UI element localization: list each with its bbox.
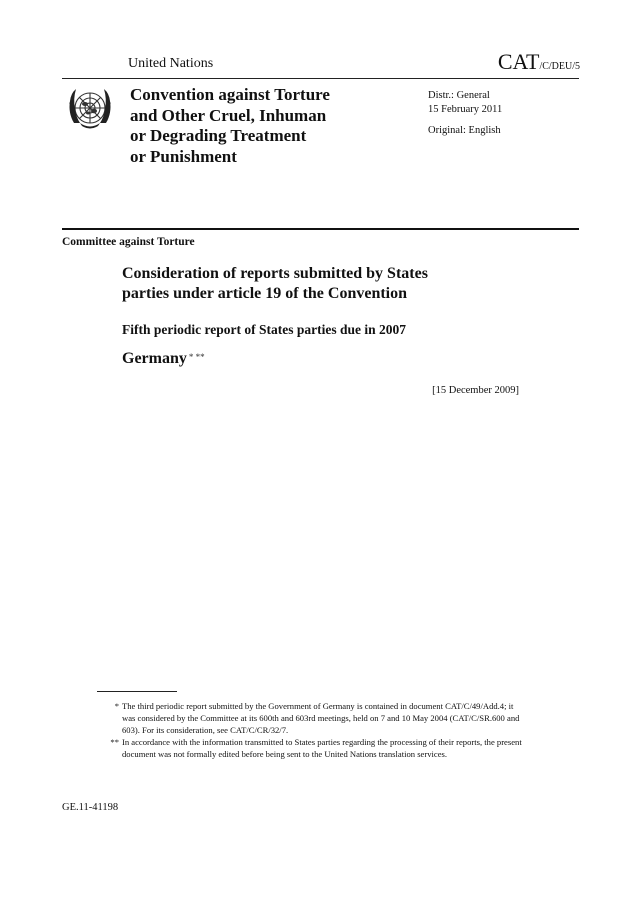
section-rule	[62, 228, 579, 230]
footnote	[97, 700, 527, 736]
original-language: Original: English	[428, 125, 501, 136]
main-heading	[122, 264, 542, 304]
header-rule	[62, 78, 579, 79]
distr-status: Distr.: General	[428, 90, 490, 101]
symbol-main: CAT	[497, 49, 540, 74]
title-line: or Punishment	[130, 146, 237, 166]
country-heading	[122, 350, 205, 368]
sub-heading: Fifth periodic report of States parties due in 2007	[122, 322, 406, 337]
footnote	[97, 736, 527, 760]
symbol-sub: /C/DEU/5	[539, 61, 580, 72]
title-line: and Other Cruel, Inhuman	[130, 105, 327, 125]
country-name: Germany	[122, 350, 187, 367]
footnote-mark: *	[114, 701, 119, 711]
footnote-mark: **	[110, 737, 119, 747]
footnote-text: In accordance with the information transmitted to States parties regarding the processing of their reports, the present document was not formally edited before being sent to the United Nations translation services.	[122, 737, 522, 759]
heading-line: Consideration of reports submitted by States	[122, 265, 428, 282]
footnote-rule	[97, 691, 177, 692]
convention-title	[130, 85, 400, 167]
distribution-block	[428, 89, 502, 138]
footnote-text: The third periodic report submitted by the Government of Germany is contained in document CAT/C/49/Add.4; it was considered by the Committee at its 600th and 603rd meetings, held on 7 and 10 May 2004 (CAT/C/SR.600 and 603). For its consideration, see CAT/C/CR/32/7.	[122, 701, 520, 735]
distr-date: 15 February 2011	[428, 103, 503, 115]
document-symbol	[498, 49, 580, 75]
title-line: or Degrading Treatment	[130, 126, 307, 145]
heading-line: parties under article 19 of the Convention	[122, 285, 408, 302]
title-line: Convention against Torture	[130, 85, 330, 104]
organization-name: United Nations	[128, 56, 214, 71]
report-date: [15 December 2009]	[432, 385, 519, 396]
un-emblem-icon	[64, 83, 116, 135]
document-number: GE.11-41198	[62, 802, 119, 813]
footnote-markers: * **	[188, 352, 205, 362]
committee-name: Committee against Torture	[62, 236, 195, 248]
